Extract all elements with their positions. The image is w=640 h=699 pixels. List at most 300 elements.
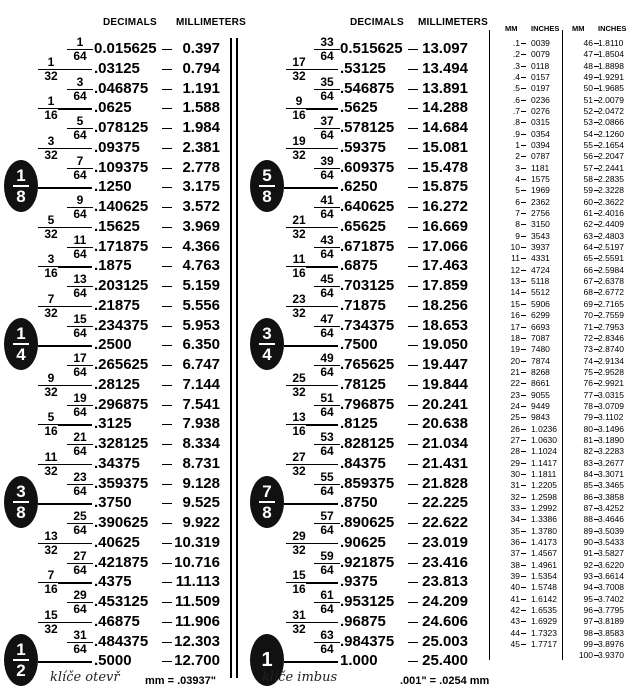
fraction-label xyxy=(314,510,340,537)
decimal-value: .4375 xyxy=(94,573,132,591)
fraction-numerator: 21 xyxy=(67,431,93,445)
inch-value: 8268 xyxy=(531,366,550,377)
fraction-denominator: 16 xyxy=(44,266,58,281)
mm-value: 53 xyxy=(583,117,593,128)
millimeter-value: 9.922 xyxy=(182,514,220,531)
fraction-numerator: 23 xyxy=(67,471,93,485)
inch-value: 7874 xyxy=(531,355,550,366)
mm-value: 91 xyxy=(583,548,593,559)
decimal-value: .9375 xyxy=(340,573,378,591)
inch-value: 7087 xyxy=(531,332,550,343)
millimeters-header-2: MILLIMETERS xyxy=(418,17,488,28)
fraction-denominator: 32 xyxy=(44,463,58,478)
millimeter-value: 9.525 xyxy=(182,494,220,512)
millimeter-value: 19.050 xyxy=(422,336,468,354)
inch-value: 3.1890 xyxy=(598,434,624,445)
inch-value: 1.0236 xyxy=(531,423,557,434)
inch-value: 3.0709 xyxy=(598,400,624,411)
millimeter-value: 5.556 xyxy=(182,296,220,314)
inch-value: 1575 xyxy=(531,174,550,185)
mm-value: 89 xyxy=(583,525,593,536)
mm-value: 44 xyxy=(510,627,520,638)
decimal-value: .203125 xyxy=(94,277,149,294)
mm-value: 34 xyxy=(510,514,520,525)
leader-dash xyxy=(521,440,526,441)
mm-value: 77 xyxy=(583,389,593,400)
millimeter-value: 6.747 xyxy=(182,356,220,373)
decimal-value: .796875 xyxy=(340,395,395,413)
leader-dash xyxy=(521,258,526,259)
leader-dash xyxy=(521,315,526,316)
mm-value: 81 xyxy=(583,434,593,445)
millimeter-value: 18.256 xyxy=(422,296,468,314)
fraction-numerator: 59 xyxy=(314,550,340,564)
fraction-denominator: 64 xyxy=(73,483,87,498)
fraction-label xyxy=(314,115,340,142)
inch-value: 3.0315 xyxy=(598,389,624,400)
fraction-denominator: 32 xyxy=(292,147,306,162)
column-divider xyxy=(562,30,563,660)
decimal-value: .609375 xyxy=(340,158,395,176)
fraction-label xyxy=(314,589,340,616)
mm-value: 48 xyxy=(583,60,593,71)
fraction-numerator: 1 xyxy=(13,324,28,345)
decimal-value: .421875 xyxy=(94,553,149,571)
inch-value: 1.7323 xyxy=(531,627,557,638)
fraction-rule xyxy=(284,661,338,662)
fraction-label xyxy=(314,431,340,458)
fraction-denominator: 64 xyxy=(320,286,334,300)
fraction-denominator: 64 xyxy=(320,246,334,261)
mm-value: 51 xyxy=(583,94,593,105)
fraction-rule xyxy=(58,582,92,583)
fraction-denominator: 64 xyxy=(320,49,334,63)
decimal-value: .671875 xyxy=(340,237,395,255)
inch-value: 0315 xyxy=(531,117,550,128)
mm-value: 21 xyxy=(510,366,520,377)
mm-value: 50 xyxy=(583,83,593,94)
fraction-label xyxy=(314,392,340,419)
mm-value: 13 xyxy=(510,276,520,287)
inch-value: 3.5433 xyxy=(598,536,624,547)
fraction-numerator: 33 xyxy=(314,36,340,50)
leader-dash xyxy=(521,156,526,157)
fraction-label xyxy=(314,313,340,340)
millimeter-value: 20.241 xyxy=(422,395,468,413)
fraction-numerator: 1 xyxy=(38,95,64,109)
fraction-numerator: 11 xyxy=(38,451,64,465)
mm-value: 73 xyxy=(583,344,593,355)
mm-value: 64 xyxy=(583,242,593,253)
inch-value: 2.9921 xyxy=(598,378,624,389)
fraction-numerator: 27 xyxy=(67,550,93,564)
mm-value: .8 xyxy=(512,117,520,128)
inch-value: 3543 xyxy=(531,230,550,241)
fraction-label xyxy=(67,76,93,103)
mm-value: 45 xyxy=(510,639,520,650)
leader-dash xyxy=(521,292,526,293)
decimal-value: .6875 xyxy=(340,257,378,275)
millimeter-value: 8.731 xyxy=(182,454,220,472)
millimeter-value: 4.366 xyxy=(182,237,220,255)
mm-value: 59 xyxy=(583,185,593,196)
leader-dash xyxy=(521,610,526,611)
fraction-rule xyxy=(58,424,92,425)
millimeter-value: 23.813 xyxy=(422,573,468,591)
mm-value: 66 xyxy=(583,264,593,275)
millimeter-value: 0.397 xyxy=(182,40,220,57)
fraction-label xyxy=(67,629,93,656)
mm-value: 36 xyxy=(510,536,520,547)
millimeter-value: 17.066 xyxy=(422,237,468,255)
fraction-label xyxy=(67,234,93,261)
millimeter-value: 11.509 xyxy=(174,593,220,610)
inch-value: 3.5039 xyxy=(598,525,624,536)
fraction-rule xyxy=(38,187,92,188)
fraction-denominator: 8 xyxy=(16,503,26,523)
handwritten-note-left: klíče otevř xyxy=(50,670,120,685)
decimal-value: 0.515625 xyxy=(340,40,403,57)
fraction-numerator: 3 xyxy=(67,76,93,90)
inches-header: INCHES xyxy=(531,24,560,33)
fraction-denominator: 64 xyxy=(320,641,334,656)
fraction-denominator: 32 xyxy=(44,621,58,636)
decimal-value: .328125 xyxy=(94,435,149,452)
fraction-denominator: 32 xyxy=(44,305,58,320)
millimeter-value: 3.572 xyxy=(182,198,220,215)
decimal-value: .90625 xyxy=(340,533,386,551)
millimeter-value: 5.159 xyxy=(182,277,220,294)
fraction-label xyxy=(67,392,93,419)
fraction-numerator: 17 xyxy=(286,56,312,70)
fraction-numerator: 9 xyxy=(67,194,93,208)
fraction-numerator: 29 xyxy=(67,589,93,603)
inch-value: 3150 xyxy=(531,219,550,230)
inch-value: 3.8976 xyxy=(598,639,624,650)
leader-dash xyxy=(521,417,526,418)
inch-value: 3.7008 xyxy=(598,582,624,593)
leader-dash xyxy=(521,168,526,169)
fraction-rule xyxy=(58,108,92,109)
leader-dash xyxy=(521,327,526,328)
decimal-value: .734375 xyxy=(340,316,395,334)
mm-value: 63 xyxy=(583,230,593,241)
decimal-value: .109375 xyxy=(94,158,149,176)
mm-value: 62 xyxy=(583,219,593,230)
millimeter-value: 13.494 xyxy=(422,59,468,77)
decimal-value: .78125 xyxy=(340,375,386,393)
fraction-denominator: 64 xyxy=(73,562,87,577)
fraction-denominator: 64 xyxy=(73,207,87,221)
mm-value: 49 xyxy=(583,72,593,83)
leader-dash xyxy=(521,111,526,112)
millimeter-value: 7.541 xyxy=(182,395,220,413)
decimal-value: .59375 xyxy=(340,138,386,156)
mm-value: 16 xyxy=(510,310,520,321)
decimals-header: DECIMALS xyxy=(103,17,157,28)
millimeter-value: 15.875 xyxy=(422,178,468,196)
decimal-value: .21875 xyxy=(94,296,140,314)
inch-value: 0039 xyxy=(531,38,550,48)
millimeter-value: 2.381 xyxy=(182,138,220,156)
inch-value: 1969 xyxy=(531,185,550,196)
mm-value: 6 xyxy=(515,196,520,207)
decimal-value: .953125 xyxy=(340,593,395,610)
fraction-denominator: 32 xyxy=(44,68,58,83)
fraction-numerator: 11 xyxy=(67,234,93,248)
inch-value: 0276 xyxy=(531,106,550,117)
inch-value: 1.9291 xyxy=(598,72,624,83)
mm-value: .7 xyxy=(512,106,520,117)
decimal-value: 1.000 xyxy=(340,652,378,670)
fraction-denominator: 32 xyxy=(292,384,306,399)
decimal-value: .7500 xyxy=(340,336,378,354)
mm-value: 75 xyxy=(583,366,593,377)
fraction-rule xyxy=(38,661,92,662)
mm-value: 37 xyxy=(510,548,520,559)
mm-value: 84 xyxy=(583,468,593,479)
fraction-denominator: 32 xyxy=(292,305,306,320)
decimal-value: .234375 xyxy=(94,316,149,334)
decimal-value: .03125 xyxy=(94,59,140,77)
fraction-label xyxy=(314,273,340,300)
fraction-label xyxy=(67,273,93,300)
fraction-denominator: 64 xyxy=(320,602,334,616)
mm-value: 24 xyxy=(510,400,520,411)
inch-value: 1.5748 xyxy=(531,582,557,593)
inch-value: 2.0472 xyxy=(598,106,624,117)
mm-value: 41 xyxy=(510,593,520,604)
leader-dash xyxy=(521,395,526,396)
fraction-denominator: 64 xyxy=(320,365,334,379)
leader-dash xyxy=(521,531,526,532)
fraction-badge xyxy=(250,476,284,528)
millimeter-value: 12.303 xyxy=(174,632,220,650)
mm-value: 74 xyxy=(583,355,593,366)
fraction-denominator: 16 xyxy=(292,582,306,597)
inch-value: 0236 xyxy=(531,94,550,105)
mm-value: 69 xyxy=(583,298,593,309)
decimal-value: .5000 xyxy=(94,652,132,670)
inch-value: 9843 xyxy=(531,412,550,423)
inch-value: 8661 xyxy=(531,378,550,389)
fraction-numerator: 27 xyxy=(286,451,312,465)
decimal-value: 0.015625 xyxy=(94,40,157,57)
decimal-value: .296875 xyxy=(94,395,149,413)
fraction-denominator: 64 xyxy=(73,246,87,261)
fraction-rule xyxy=(58,306,92,307)
handwritten-note-right: klíče imbus xyxy=(262,670,338,685)
fraction-denominator: 64 xyxy=(73,167,87,182)
leader-dash xyxy=(521,202,526,203)
millimeter-value: 25.400 xyxy=(422,652,468,670)
fraction-numerator: 21 xyxy=(286,214,312,228)
mm-value: .1 xyxy=(512,38,520,48)
inch-value: 3.3858 xyxy=(598,491,624,502)
fraction-numerator: 19 xyxy=(67,392,93,406)
fraction-denominator: 64 xyxy=(320,325,334,340)
leader-dash xyxy=(521,349,526,350)
millimeter-value: 19.447 xyxy=(422,356,468,373)
millimeter-value: 19.844 xyxy=(422,375,468,393)
mm-value: 78 xyxy=(583,400,593,411)
mm-value: 65 xyxy=(583,253,593,264)
decimal-value: .09375 xyxy=(94,138,140,156)
inch-value: 1.1417 xyxy=(531,457,557,468)
millimeter-value: 17.463 xyxy=(422,257,468,275)
fraction-denominator: 32 xyxy=(292,68,306,83)
fraction-denominator: 16 xyxy=(44,108,58,123)
fraction-label xyxy=(314,629,340,656)
leader-dash xyxy=(521,451,526,452)
fraction-numerator: 37 xyxy=(314,115,340,129)
inch-value: 2.5984 xyxy=(598,264,624,275)
mm-value: 94 xyxy=(583,582,593,593)
fraction-denominator: 64 xyxy=(320,404,334,419)
fraction-denominator: 64 xyxy=(320,88,334,103)
inch-value: 2.4016 xyxy=(598,208,624,219)
mm-value: 98 xyxy=(583,627,593,638)
fraction-denominator: 64 xyxy=(73,325,87,340)
fraction-numerator: 39 xyxy=(314,155,340,169)
fraction-badge xyxy=(4,634,38,686)
inch-value: 2.3228 xyxy=(598,185,624,196)
fraction-denominator: 64 xyxy=(73,404,87,419)
mm-value: 39 xyxy=(510,570,520,581)
leader-dash xyxy=(521,247,526,248)
inch-value: 1.4961 xyxy=(531,559,557,570)
leader-dash xyxy=(521,281,526,282)
fraction-denominator: 16 xyxy=(292,108,306,123)
inch-value: 3.4646 xyxy=(598,514,624,525)
leader-dash xyxy=(521,508,526,509)
mm-value: 3 xyxy=(515,162,520,173)
mm-value: 83 xyxy=(583,457,593,468)
fraction-badge xyxy=(250,318,284,370)
fraction-denominator: 32 xyxy=(44,226,58,241)
decimal-value: .71875 xyxy=(340,296,386,314)
fraction-numerator: 3 xyxy=(13,482,28,503)
fraction-denominator: 64 xyxy=(73,49,87,63)
mm-value: 55 xyxy=(583,140,593,151)
decimal-value: .2500 xyxy=(94,336,132,354)
inch-value: 2.6772 xyxy=(598,287,624,298)
inch-value: 0079 xyxy=(531,49,550,60)
fraction-label xyxy=(67,431,93,458)
fraction-denominator: 64 xyxy=(73,128,87,142)
fraction-numerator: 7 xyxy=(38,293,64,307)
mm-value: .3 xyxy=(512,60,520,71)
fraction-numerator: 7 xyxy=(67,155,93,169)
decimal-value: .65625 xyxy=(340,217,386,235)
mm-value: 8 xyxy=(515,219,520,230)
leader-dash xyxy=(521,485,526,486)
leader-dash xyxy=(521,224,526,225)
mm-value: 43 xyxy=(510,616,520,627)
decimal-value: .6250 xyxy=(340,178,378,196)
inch-conversion-note: .001" = .0254 mm xyxy=(400,675,490,687)
decimals-header-2: DECIMALS xyxy=(350,17,404,28)
mm-value: .9 xyxy=(512,128,520,139)
millimeter-value: 16.272 xyxy=(422,198,468,215)
column-divider xyxy=(236,38,238,678)
fraction-numerator: 9 xyxy=(286,95,312,109)
fraction-denominator: 32 xyxy=(44,384,58,399)
fraction-denominator: 16 xyxy=(292,266,306,281)
mm-value: 92 xyxy=(583,559,593,570)
fraction-numerator: 5 xyxy=(38,214,64,228)
fraction-denominator: 32 xyxy=(292,463,306,478)
inch-value: 2.7165 xyxy=(598,298,624,309)
mm-value: 18 xyxy=(510,332,520,343)
fraction-numerator: 5 xyxy=(38,411,64,425)
fraction-label xyxy=(314,234,340,261)
inch-value: 3.1102 xyxy=(598,412,624,423)
leader-dash xyxy=(521,553,526,554)
fraction-denominator: 64 xyxy=(73,641,87,656)
fraction-denominator: 64 xyxy=(73,88,87,103)
mm-value: 87 xyxy=(583,502,593,513)
fraction-numerator: 3 xyxy=(38,135,64,149)
fraction-numerator: 15 xyxy=(286,569,312,583)
inch-value: 1.9685 xyxy=(598,83,624,94)
fraction-denominator: 64 xyxy=(73,365,87,379)
mm-value: 85 xyxy=(583,480,593,491)
leader-dash xyxy=(521,88,526,89)
fraction-rule xyxy=(306,424,338,425)
leader-dash xyxy=(521,66,526,67)
decimal-value: .15625 xyxy=(94,217,140,235)
millimeter-value: 23.019 xyxy=(422,533,468,551)
millimeter-value: 13.097 xyxy=(422,40,468,57)
fraction-numerator: 13 xyxy=(286,411,312,425)
inch-value: 2.1654 xyxy=(598,140,624,151)
inch-value: 5906 xyxy=(531,298,550,309)
fraction-rule xyxy=(284,503,338,504)
decimal-value: .828125 xyxy=(340,435,395,452)
mm-value: 26 xyxy=(510,423,520,434)
decimal-value: .265625 xyxy=(94,356,149,373)
decimal-value: .8125 xyxy=(340,415,378,433)
millimeter-value: 17.859 xyxy=(422,277,468,294)
leader-dash xyxy=(521,304,526,305)
millimeter-value: 18.653 xyxy=(422,316,468,334)
mm-value: 4 xyxy=(515,174,520,185)
millimeter-value: 7.938 xyxy=(182,415,220,433)
millimeter-value: 12.700 xyxy=(174,652,220,670)
mm-value: 80 xyxy=(583,423,593,434)
mm-value: 17 xyxy=(510,321,520,332)
decimal-value: .546875 xyxy=(340,79,395,97)
leader-dash xyxy=(521,383,526,384)
mm-value: 9 xyxy=(515,230,520,241)
mm-value: 27 xyxy=(510,434,520,445)
millimeter-value: 10.716 xyxy=(174,553,220,571)
inch-value: 9449 xyxy=(531,400,550,411)
mm-value: 90 xyxy=(583,536,593,547)
fraction-numerator: 51 xyxy=(314,392,340,406)
mm-value: 52 xyxy=(583,106,593,117)
fraction-label xyxy=(314,194,340,221)
millimeter-value: 11.113 xyxy=(175,573,220,591)
inch-value: 1.3780 xyxy=(531,525,557,536)
fraction-label xyxy=(314,155,340,182)
mm-value: .4 xyxy=(512,72,520,83)
leader-dash xyxy=(521,77,526,78)
mm-value: 5 xyxy=(515,185,520,196)
millimeter-value: 21.431 xyxy=(422,454,468,472)
decimal-value: .28125 xyxy=(94,375,140,393)
